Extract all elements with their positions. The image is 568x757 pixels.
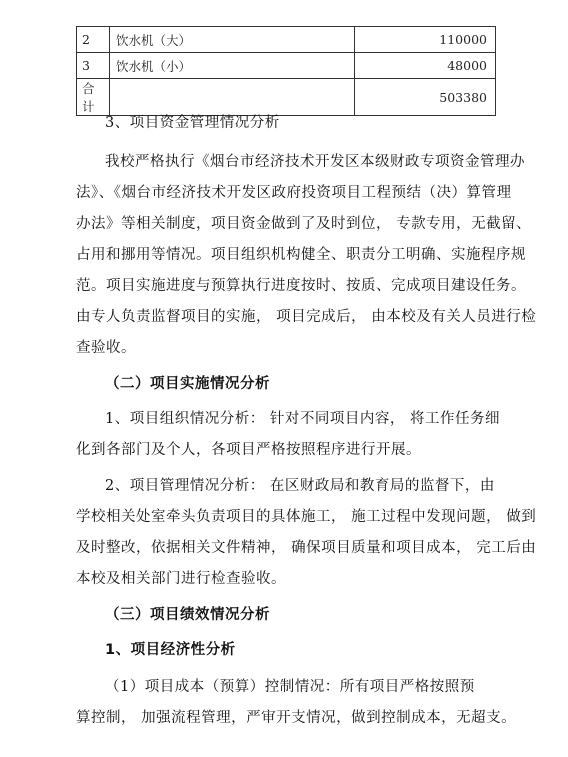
section-3-title: 3、项目资金管理情况分析 (105, 115, 280, 131)
para1-line: 占用和挪用等情况。项目组织机构健全、职责分工明确、实施程序规 (76, 247, 526, 263)
item-amount: 110000 (355, 27, 496, 53)
para1-line: 我校严格执行《烟台市经济技术开发区本级财政专项资金管理办 (105, 154, 525, 170)
para4-line: （1）项目成本（预算）控制情况：所有项目严格按照预 (105, 679, 475, 695)
para1-line: 法》、《烟台市经济技术开发区政府投资项目工程预结（决）算管理 (76, 185, 512, 201)
item-name: 饮水机（小） (110, 53, 355, 79)
para3-line: 2、项目管理情况分析： 在区财政局和教育局的监督下，由 (105, 478, 495, 494)
para2-line: 化到各部门及个人，各项目严格按照程序进行开展。 (76, 442, 421, 458)
para3-line: 及时整改，依据相关文件精神， 确保项目质量和项目成本， 完工后由 (76, 540, 537, 556)
row-number: 2 (77, 27, 110, 53)
para3-line: 学校相关处室牵头负责项目的具体施工， 施工过程中发现问题， 做到 (76, 509, 537, 525)
total-empty-cell (110, 79, 355, 116)
table-row (77, 53, 496, 79)
item-name: 饮水机（大） (110, 27, 355, 53)
para1-line: 范。项目实施进度与预算执行进度按时、按质、完成项目建设任务。 (76, 278, 526, 294)
para1-line: 由专人负责监督项目的实施， 项目完成后， 由本校及有关人员进行检 (76, 309, 537, 325)
table-row (77, 27, 496, 53)
row-number: 3 (77, 53, 110, 79)
para1-line: 查验收。 (76, 340, 136, 356)
total-amount: 503380 (355, 79, 496, 116)
table-row-total (77, 79, 496, 116)
para4-line: 算控制， 加强流程管理，严审开支情况，做到控制成本，无超支。 (76, 710, 517, 726)
para3-line: 本校及相关部门进行检查验收。 (76, 571, 286, 587)
heading-performance-analysis: （三）项目绩效情况分析 (105, 607, 270, 623)
budget-table (76, 26, 496, 116)
para2-line: 1、项目组织情况分析： 针对不同项目内容， 将工作任务细 (105, 411, 500, 427)
para1-line: 办法》等相关制度，项目资金做到了及时到位， 专款专用，无截留、 (76, 216, 532, 232)
heading-implementation-analysis: （二）项目实施情况分析 (105, 376, 270, 392)
total-label: 合计 (77, 79, 110, 116)
item-amount: 48000 (355, 53, 496, 79)
heading-economic-analysis: 1、项目经济性分析 (105, 642, 236, 658)
